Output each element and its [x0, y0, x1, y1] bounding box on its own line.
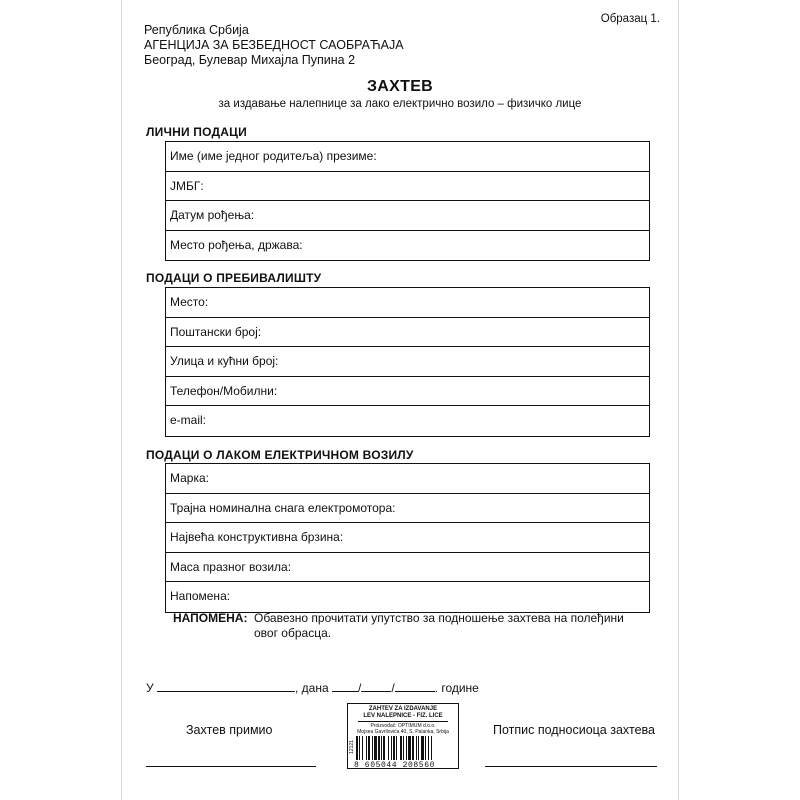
product-label-line4: Mojsea Gavrilovića 40, S. Palanka, Srbija [357, 729, 449, 735]
received-by-signature-line[interactable] [146, 766, 316, 767]
date-prefix: , дана [294, 681, 329, 695]
product-side-code: 12121 [349, 740, 355, 754]
field-empty-mass[interactable]: Маса празног возила: [166, 553, 649, 583]
product-label-line3: Proizvođač: OPTIMUM d.o.o. [370, 723, 436, 729]
applicant-signature-line[interactable] [485, 766, 657, 767]
issuer-header [144, 23, 404, 68]
field-name[interactable]: Име (име једног родитеља) презиме: [166, 142, 649, 172]
place-prefix: У [146, 681, 154, 695]
field-place[interactable]: Место: [166, 288, 649, 318]
applicant-signature-label: Потпис подносиоца захтева [493, 723, 656, 737]
barcode-number: 8 605044 208560 [354, 761, 436, 770]
form-number: Образац 1. [600, 13, 660, 25]
field-postal-code[interactable]: Поштански број: [166, 318, 649, 348]
product-label-line1: ZAHTEV ZA IZDAVANJE [368, 706, 438, 712]
product-label-divider [358, 721, 448, 722]
personal-data-table [165, 141, 650, 261]
vehicle-data-table [165, 463, 650, 613]
product-label-box [347, 703, 459, 769]
field-birth-date[interactable]: Датум рођења: [166, 201, 649, 231]
field-email[interactable]: e-mail: [170, 413, 207, 427]
field-remark[interactable]: Напомена: [170, 589, 231, 603]
year-blank[interactable] [395, 680, 435, 692]
received-by-label: Захтев примио [186, 723, 273, 737]
barcode-icon [356, 736, 450, 760]
note-text: Обавезно прочитати упутство за подношење захтева на полеђини овог обрасца. [254, 611, 624, 640]
month-blank[interactable] [361, 680, 391, 692]
header-address: Београд, Булевар Михајла Пупина 2 [144, 53, 356, 67]
header-agency: АГЕНЦИЈА ЗА БЕЗБЕДНОСТ САОБРАЋАЈА [144, 38, 404, 52]
field-motor-power[interactable]: Трајна номинална снага електромотора: [166, 494, 649, 524]
field-phone[interactable]: Телефон/Мобилни: [166, 377, 649, 407]
place-date-line: У , дана / / . године [146, 681, 479, 695]
form-page [121, 0, 679, 800]
field-max-speed[interactable]: Највећа конструктивна брзина: [166, 523, 649, 553]
day-blank[interactable] [332, 680, 358, 692]
field-jmbg[interactable]: ЈМБГ: [166, 172, 649, 202]
field-street[interactable]: Улица и кућни број: [166, 347, 649, 377]
section-vehicle-title: ПОДАЦИ О ЛАКОМ ЕЛЕКТРИЧНОМ ВОЗИЛУ [146, 448, 414, 462]
section-personal-title: ЛИЧНИ ПОДАЦИ [146, 125, 247, 139]
product-label-line2: LEV NALEPNICE - FIZ. LICE [363, 713, 443, 719]
date-suffix: . године [434, 681, 479, 695]
note-label: НАПОМЕНА: [173, 611, 248, 625]
document-title: ЗАХТЕВ [366, 78, 434, 95]
field-brand[interactable]: Марка: [166, 464, 649, 494]
residence-data-table [165, 287, 650, 437]
document-subtitle: за издавање налепнице за лако електрично возило – физичко лице [218, 98, 582, 110]
field-birth-place[interactable]: Место рођења, држава: [170, 237, 303, 252]
section-residence-title: ПОДАЦИ О ПРЕБИВАЛИШТУ [146, 271, 322, 285]
header-country: Република Србија [144, 23, 249, 37]
place-blank[interactable] [157, 680, 295, 692]
